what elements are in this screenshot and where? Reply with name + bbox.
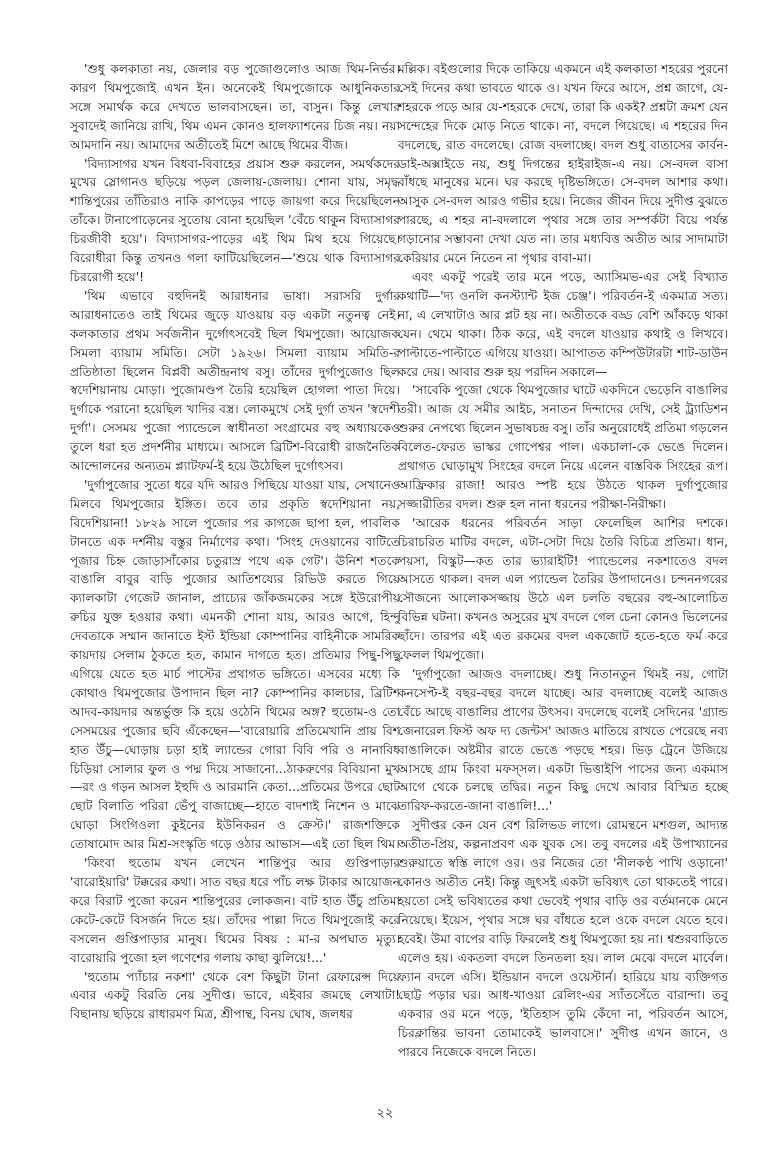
paragraph: 'শুধু কলকাতা নয়, জেলার বড় পুজোগুলোও আজ থিম-নির্ভর। কারণ থিমপুজোই এখন ইন। অনেকেই থিমপুজোকে আধুনিকতার সঙ্গে সমার্থক করে দেখতে ভালবাসছেন। তা, বাসুন। কিন্তু লেখার সুবাদেই জানিয়ে রাখি, থিম এমন কোনও হালফ্যাশনের চিজ নয়। নয়া আমদানি নয়। আমাদের অতীতেই মিশে আছে থিমের বীজ। (70, 62, 400, 152)
right-column (398, 60, 728, 1062)
page-number: ২২ (376, 1106, 394, 1121)
left-column (70, 60, 400, 1024)
paragraph: 'দুর্গাপুজো আজও বদলাচ্ছে। শুধু নিতানতুন থিমই নয়, গোটা কনসেপ্ট-ই বছর-বছর বদলে যাচ্ছে। আর বদলাচ্ছে বলেই আজও বেঁচে আছে বাঙালির প্রাণের উৎসব। বদলেছে বলেই সেদিনের 'গ্র্যান্ড জেনারেল ফিস্ট অফ দ্য জেন্টস' আজও মাতিয়ে রাখতে পেরেছে নব্য বাঙালিকে। অষ্টমীর রাতে ভেঙে পড়ছে শহর। ভিড় ট্রেনে উজিয়ে আসছে গ্রাম কিংবা মফস্সল। একটা ভিত্তাইপি পাসের জন্য একমাস আগে থেকে চলছে তদ্বির। নতুন কিছু দেখে আবার বিস্মিত হচ্ছে তারিফ-করতে-জানা বাঙালি!...' (398, 667, 728, 814)
paragraph: 'সাবেকি পুজো থেকে থিমপুজোর ঘাটে একদিনে ভেড়েনি বাঙালির তরী। আজ যে সমীর আইচ, সনাতন দিন্দাদের দেখি, সেই ট্র্যাডিশন শুরুর নেপথ্যে ছিলেন সুভাষচন্দ্র বসু। তাঁর অনুরোধেই প্রতিমা গড়লেন বিলেত-ফেরত ভাস্কর গোপেশ্বর পাল। একচালা-কে ভেঙে দিলেন। প্রথাগত ঘোড়ামুখ সিংহের বদলে নিয়ে এলেন বাস্তবিক সিংহের রূপ। আফ্রিকার রাজা! আরও স্পষ্ট হয়ে উঠতে থাকল দুর্গাপুজোর সজ্জারীতির বদল। শুরু হল নানা ধরনের পরীক্ষা-নিরীক্ষা। (398, 383, 728, 511)
paragraph: 'বিদ্যাসাগর যখন বিধবা-বিবাহের প্রয়াস শুরু করলেন, সমর্থকদের মুখের স্লোগানও ছড়িয়ে পড়ল জেলায়-জেলায়। শোনা যায়, সমৃদ্ধ শান্তিপুরের তাঁতিরাও নাকি কাপড়ের পাড়ে জায়গা করে দিয়েছিলেন তাঁকে। টানাপোড়েনের সুতোয় বোনা হয়েছিল 'বেঁচে থাকুন বিদ্যাসাগর চিরজীবী হয়ে'। বিদ্যাসাগর-পাড়ের এই থিম মিথ হয়ে গিয়েছে। বিরোধীরা কিন্তু তখনও গলা ফাটিয়েছিলেন—'শুয়ে থাক বিদ্যাসাগর চিররোগী হয়ে'! (70, 156, 400, 284)
paragraph: 'আরেক ধরনের পরিবর্তন সাড়া ফেলেছিল আশির দশকে। চিরাচরিত মাটির বদলে, এটা-সেটা দিয়ে তৈরি বিচিত্র প্রতিমা। ধান, পয়সা, বিস্কুট—কত তার ভ্যারাইটি! প্যান্ডেলের নকশাতেও বদল আসতে থাকল। বদল এল প্যান্ডেল তৈরির উপাদানেও। চন্দননগরের সৌজন্যে আলোকসজ্জায় উঠে এল চলতি বছরের বহু-আলোচিত বিভিন্ন ঘটনা। কখনও অসুরের মুখ বদলে গেল চেনা কোনও ভিলেনের ছাঁদে। তারপর এই এত রকমের বদল একজোট হতে-হতে ফর্ম করে ফেলল থিমপুজো। (398, 515, 728, 663)
paragraph: 'থিম এভাবে বহুদিনই আরাধনার ভাষা। সরাসরি দুর্গার আরাধনাতেও তাই থিমের জুড়ে যাওয়ায় বড় একটা নতুনত্ব নেই। কলকাতার প্রথম সর্বজনীন দুর্গোৎসবেই ছিল থিমপুজো। আয়োজক সিমলা ব্যায়াম সমিতি। সেটা ১৯২৬। সিমলা ব্যায়াম সমিতি-র প্রতিষ্ঠাতা ছিলেন বিপ্লবী অতীন্দ্রনাথ বসু। তাঁদের দুর্গাপুজোও ছিল স্বদেশিয়ানায় মোড়া। পুজোমণ্ডপ তৈরি হয়েছিল হোগলা পাতা দিয়ে। দুর্গাকে পরানো হয়েছিল খাদির বস্ত্র। লোকমুখে সেই দুর্গা তখন 'স্বদেশী দুর্গা'। সেসময় পুজো প্যান্ডেলে স্বাধীনতা সংগ্রামের বহু অধ্যায়কেও তুলে ধরা হত প্রদর্শনীর মাধ্যমে। আসলে ব্রিটিশ-বিরোধী রাজনৈতিক আন্দোলনের অন্যতম প্ল্যাটফর্ম-ই হয়ে উঠেছিল দুর্গোৎসব। (70, 288, 400, 474)
paragraph: 'হুতোম প্যাঁচার নকশা' থেকে বেশ কিছুটা টানা রেফারেন্স দিয়ে এবার একটু বিরতি নেয় সুদীপ্ত। ভাবে, এইবার জমছে লেখাটা! বিছানায় ছড়িয়ে রাধারমণ মিত্র, শ্রীপান্থ, বিনয় ঘোষ, জলধর (70, 969, 400, 1022)
paragraph: সুদীপ্তর কেন যেন বেশ রিলিভড লাগে। রোমন্থনে মশগুল, আদ্যন্ত অতীত-প্রিয়, কল্পনাপ্রবণ এক যুবক সে। তবু বদলের এই উপাখ্যানের শুরুয়াতে স্বস্তি লাগে ওর। ওর নিজের তো 'নীলকণ্ঠ পাখি ওড়ানো' কোনও অতীত নেই। কিন্তু জুৎসই একটা ভবিষ্যৎ তো থাকতেই পারে। হয়তো সেই ভবিষ্যতের কথা ভেবেই পৃথার বাড়ি ওর বর্তমানকে মেনে নিয়েছে। ইয়েস, পৃথার সঙ্গে ঘর বাঁধতে হলে ওকে বদলে যেতে হবে। হবেই। উমা বাপের বাড়ি ফিরলেই শুধু থিমপুজো হয় না। শ্বশুরবাড়িতে এলেও হয়। একতলা বদলে তিনতলা হয়। লাল মেঝে বদলে মার্বেল। ফ্যান বদলে এসি। ইন্ডিয়ান বদলে ওয়েস্টার্ন। হারিয়ে যায় ব্যক্তিগত ছোট্ট পড়ার ঘর। আধ-খাওয়া রেলিং-এর স্যাঁতসেঁতে বারান্দা। তবু একবার ওর মনে পড়ে, 'ইতিহাস তুমি কেঁদো না, পরিবর্তন আসে, চিরক্লান্তির ভাবনা তোমাকেই ভালবাসে।' সুদীপ্ত এখন জানে, ও পারবে নিজেকে বদলে নিতে। (398, 818, 728, 1060)
paragraph: 'কিংবা হুতোম যখন লেখেন শান্তিপুর আর গুপ্তিপাড়ার 'বারোইয়ারি' টক্করের কথা। সাত বছর ধরে পাঁচ লক্ষ টাকার আয়োজন করে বিরাট পুজো করেন শান্তিপুরের লোকজন। বাট হাত উঁচু প্রতিমা কেটে-কেটে বিসর্জন দিতে হয়। তাঁদের পাল্লা দিতে থিমপুজোই করে বসলেন গুপ্তিপাড়ার মানুষ। থিমের বিষয় : মা-র অপঘাত মৃত্যু। বারোয়ারি পুজো হল গণেশের গলায় কাছা ঝুলিয়ে!...' (70, 856, 400, 965)
paragraph: মল্লিক। বইগুলোর দিকে তাকিয়ে একমনে এই কলকাতা শহরের পুরনো সেই দিনের কথা ভাবতে থাকে ও। যখন ফিরে আসে, প্রশ্ন জাগে, যে-শহরকে পড়ে আর যে-শহরকে দেখে, তারা কি একই? প্রশ্নটা ক্রমশ যেন সন্দেহের দিকে মোড় নিতে থাকে। না, বদলে গিয়েছে। এ শহরের দিন বদলেছে, রাত বদলেছে। রোজ বদলাচ্ছে। বদল শুধু বাতাসের কার্বন-ডাই-অক্সাইডে নয়, শুধু দিগন্তের হাইরাইজ-এ নয়। সে-বদল বাসা বাঁধছে মানুষের মনে। ঘর করছে দৃষ্টিভঙ্গিতে। সে-বদল আশার কথা। আসুক সে-বদল আরও গভীর হয়ে। নিজের জীবন দিয়ে সুদীপ্ত বুঝতে পারছে, এ শহর না-বদলালে পৃথার সঙ্গে তার সম্পর্কটা বিয়ে পর্যন্ত গড়ানোর সম্ভাবনা দেখা যেত না। তার মধ্যবিত্ত অতীত আর সাদামাটা কেরিয়ার মেনে নিতেন না পৃথার বাবা-মা। (398, 62, 728, 266)
paragraph: 'দুর্গাপুজোর সুতো ধরে যদি আরও পিছিয়ে যাওয়া যায়, সেখানেও মিলবে থিমপুজোর ইঙ্গিত। তবে তার প্রকৃতি স্বদেশিয়ানা নয়, বিদেশিয়ানা! ১৮২৯ সালে পুজোর পর কাগজে ছাপা হল, পাবলিক টানতে এক দর্শনীয় বস্তুর নির্মাণের কথা। 'সিংহ দেওয়ানের বাটিতে পূজার চিহ্ন জোড়াসাঁকোর চতুরাস্র পথে এক গেট'। ঊনিশ শতকে বাঙালি বাবুর বাড়ি পুজোর আতিশয্যের রিভিউ করতে গিয়ে ক্যালকাটা গেজেট জানাল, প্রাচ্যের জাঁকজমকের সঙ্গে ইউরোপীয় রুচির যুক্ত হওয়ার কথা। এমনকী শোনা যায়, আরও আগে, হিন্দু দেবতাকে সম্মান জানাতে ইস্ট ইন্ডিয়া কোম্পানির বাহিনীকে সামরিক কায়দায় সেলাম ঠুকতে হত, কামান দাগতে হত। প্রতিমার পিছু-পিছু এগিয়ে যেতে হত মার্চ পাস্টের প্রথাগত ভঙ্গিতে। এসবের মধ্যে কি কোথাও থিমপুজোর উপাদান ছিল না? কোম্পানির কালচার, ব্রিটিশ আদব-কায়দার অন্তর্ভুক্ত কি হয়ে ওঠেনি থিমের অঙ্গ? হুতোম-ও তো সেসময়ের পুজোর ছবি এঁকেছেন—'বারোয়ারি প্রতিমেখানি প্রায় বিশ হাত উঁচু—ঘোড়ায় চড়া হাই ল্যান্ডের গোরা বিবি পরি ও নানাবিধ চিড়িয়া সোলার ফুল ও পদ্ম দিয়ে সাজানো...ঠাকরুণের বিবিয়ানা মুখ—রং ও গড়ন আসল ইহুদি ও আরমানি কেতা...প্রতিমের উপরে ছোট ছোট বিলাতি পরিরা ভেঁপু বাজাচ্ছে—হাতে বাদশাই নিশেন ও মাঝে ঘোড়া সিংগিওলা কুইনের ইউনিকরন ও ক্রেস্ট।' রাজশক্তিকে তোষামোদ আর মিশ্র-সংস্কৃতি গড়ে ওঠার আভাস—এই তো ছিল থিম। (70, 477, 400, 852)
paragraph: এবং একটু পরেই তার মনে পড়ে, অ্যাসিমভ-এর সেই বিখ্যাত কথাটি—'দ্য ওনলি কনস্ট্যান্ট ইজ চেঞ্জ'। পরিবর্তন-ই একমাত্র সত্য। না, এ লেখাটাও আর প্লট হয় না। অতীতকে বড্ড বেশি আঁকড়ে থাকা যেন। থেমে থাকা। ঠিক করে, এই বদলে যাওয়ার কথাই ও লিখবে। পাল্টাতে-পাল্টাতে এগিয়ে যাওয়া। আপাতত কম্পিউটারটা শাট-ডাউন করে দেয়। আবার শুরু হয় পরদিন সকালে— (398, 269, 728, 379)
